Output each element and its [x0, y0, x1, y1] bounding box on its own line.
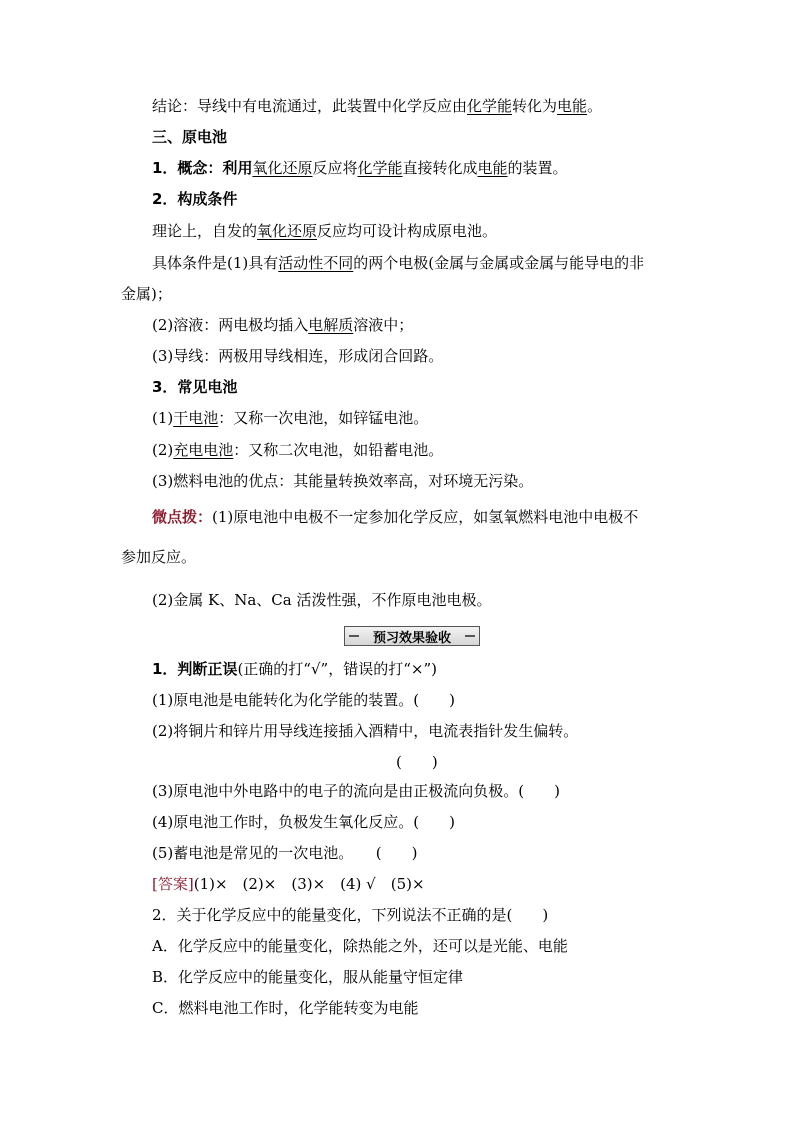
specific-conditions-line: 具体条件是(1)具有活动性不同的两个电极(金属与金属或金属与能导电的非	[152, 254, 645, 272]
dry-cell-line: (1)干电池：又称一次电池，如锌锰电池。	[152, 409, 429, 427]
section-title-galvanic-cell: 三、原电池	[152, 128, 228, 146]
tip-line-2: 参加反应。	[121, 548, 197, 566]
q2-option-c: C．燃料电池工作时，化学能转变为电能	[152, 999, 419, 1017]
conclusion-line: 结论：导线中有电流通过，此装置中化学反应由化学能转化为电能。	[152, 97, 603, 115]
solution-line: (2)溶液：两电极均插入电解质溶液中；	[152, 316, 414, 334]
answer-label: [答案]	[152, 875, 194, 893]
tip-label: 微点拨：	[152, 508, 213, 526]
concept-line: 1．概念：利用氧化还原反应将化学能直接转化成电能的装置。	[152, 159, 568, 177]
conditions-title: 2．构成条件	[152, 190, 238, 208]
q1-item-5: (5)蓄电池是常见的一次电池。 ( )	[152, 844, 418, 862]
q1-item-2: (2)将铜片和锌片用导线连接插入酒精中，电流表指针发生偏转。	[152, 722, 579, 740]
rechargeable-line: (2)充电电池：又称二次电池，如铅蓄电池。	[152, 441, 444, 459]
q2-option-a: A．化学反应中的能量变化，除热能之外，还可以是光能、电能	[152, 937, 568, 955]
q2-option-b: B．化学反应中的能量变化，服从能量守恒定律	[152, 968, 464, 986]
tip-line-1: 微点拨：(1)原电池中电极不一定参加化学反应，如氢氧燃料电池中电极不	[152, 508, 639, 526]
q1-answer: [答案](1)× (2)× (3)× (4) √ (5)×	[152, 875, 425, 893]
section-banner: 预习效果验收	[344, 626, 480, 646]
q2-title: 2．关于化学反应中的能量变化，下列说法不正确的是( )	[152, 906, 549, 924]
q1-item-2-bracket: ( )	[396, 753, 438, 771]
q1-item-3: (3)原电池中外电路中的电子的流向是由正极流向负极。( )	[152, 782, 560, 800]
wire-line: (3)导线：两极用导线相连，形成闭合回路。	[152, 347, 444, 365]
q1-item-4: (4)原电池工作时，负极发生氧化反应。( )	[152, 813, 455, 831]
q1-item-1: (1)原电池是电能转化为化学能的装置。( )	[152, 691, 455, 709]
fuel-cell-line: (3)燃料电池的优点：其能量转换效率高，对环境无污染。	[152, 472, 534, 490]
common-batteries-title: 3．常见电池	[152, 378, 238, 396]
specific-conditions-line-2: 金属)；	[121, 285, 172, 303]
theory-line: 理论上，自发的氧化还原反应均可设计构成原电池。	[152, 222, 498, 240]
tip-line-3: (2)金属 K、Na、Ca 活泼性强，不作原电池电极。	[152, 591, 492, 609]
q1-title: 1．判断正误(正确的打“√”，错误的打“×”)	[152, 660, 437, 678]
